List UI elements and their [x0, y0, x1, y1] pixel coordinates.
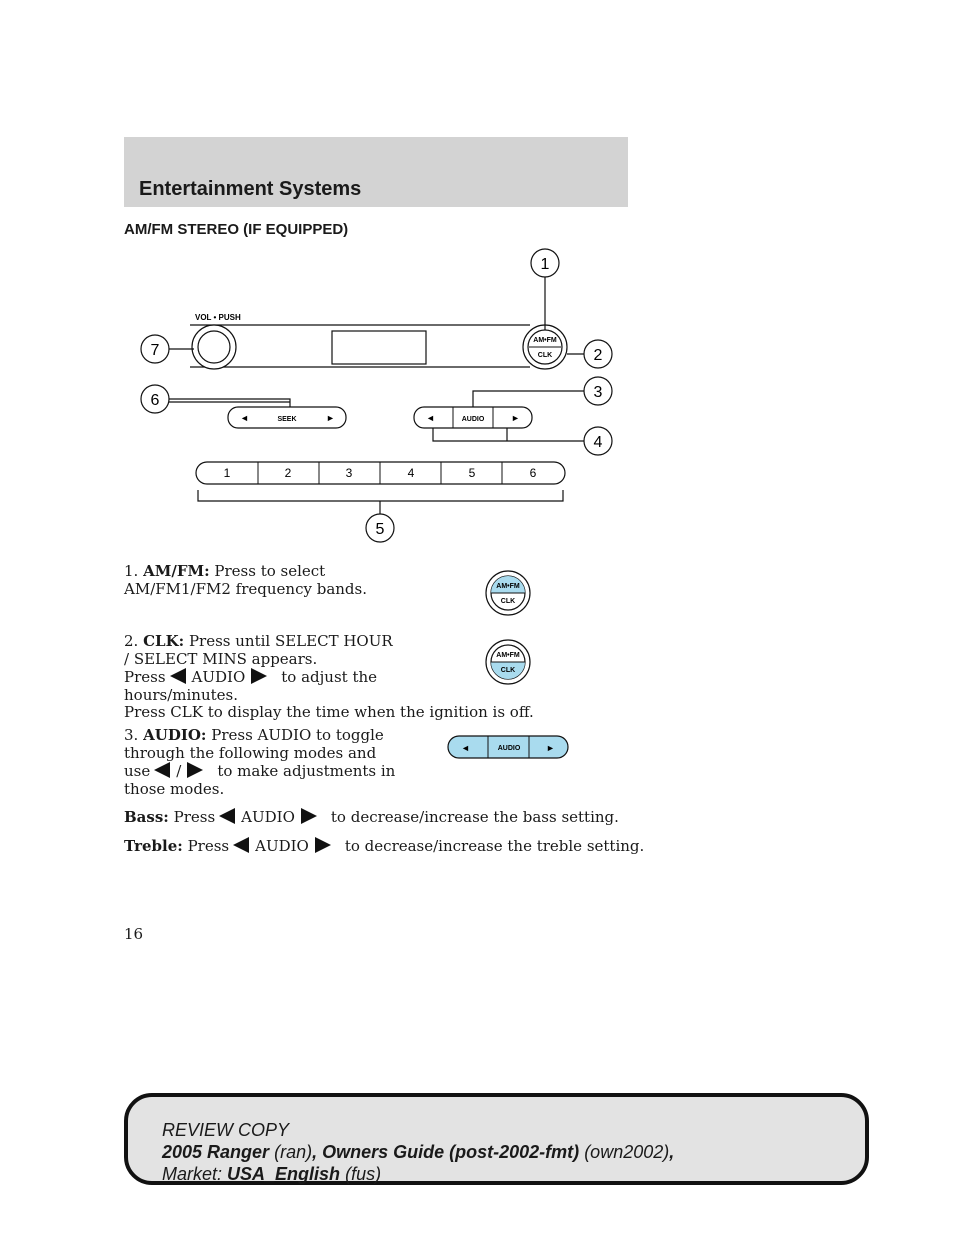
page-title: Entertainment Systems — [139, 178, 362, 200]
preset-2: 2 — [284, 466, 292, 480]
preset-3: 3 — [345, 466, 353, 480]
item-bass: Bass: Press AUDIO to decrease/increase the bass setting. — [124, 808, 619, 826]
item-treble: Treble: Press AUDIO to decrease/increase the treble setting. — [124, 837, 645, 855]
amfm-button-icon — [484, 569, 532, 617]
left-arrow-icon — [154, 762, 170, 778]
volume-knob-inner — [198, 331, 230, 363]
callout-4: 4 — [593, 434, 603, 451]
review-copy-footer — [124, 1093, 869, 1185]
bass-term: Bass: — [124, 808, 169, 826]
seek-left-arrow: ◄ — [240, 413, 249, 423]
amfm-label: AM•FM — [533, 337, 557, 344]
right-arrow-icon — [187, 762, 203, 778]
right-arrow-icon — [251, 668, 267, 684]
left-arrow-icon — [233, 837, 249, 853]
svg-text:CLK: CLK — [500, 667, 516, 674]
clk-label: CLK — [537, 352, 553, 359]
preset-4: 4 — [407, 466, 415, 480]
svg-text:AM•FM: AM•FM — [496, 652, 520, 659]
audio-label: AUDIO — [461, 416, 485, 423]
review-copy-label: REVIEW COPY — [162, 1120, 290, 1140]
right-arrow-icon — [315, 837, 331, 853]
footer-model-line: 2005 Ranger (ran), Owners Guide (post-2002-fmt) (own2002), — [162, 1142, 675, 1162]
clk-button-icon — [484, 638, 532, 686]
preset-5: 5 — [468, 466, 476, 480]
amfm-term: AM/FM: — [143, 562, 210, 580]
item-amfm: 1. AM/FM: Press to select AM/FM1/FM2 frequency bands. — [124, 562, 368, 598]
callout-1: 1 — [540, 256, 550, 273]
callout-2: 2 — [593, 347, 603, 364]
section-title: AM/FM STEREO (IF EQUIPPED) — [124, 221, 349, 238]
seek-label: SEEK — [277, 416, 297, 423]
svg-text:►: ► — [546, 743, 555, 753]
treble-term: Treble: — [124, 837, 183, 855]
seek-right-arrow: ► — [326, 413, 335, 423]
callout-3: 3 — [593, 384, 603, 401]
preset-6: 6 — [529, 466, 537, 480]
svg-text:CLK: CLK — [500, 598, 516, 605]
audio-left-arrow: ◄ — [426, 413, 435, 423]
page-number: 16 — [124, 925, 144, 943]
callout-5: 5 — [375, 521, 385, 538]
svg-text:◄: ◄ — [461, 743, 470, 753]
left-arrow-icon — [219, 808, 235, 824]
audio-right-arrow: ► — [511, 413, 520, 423]
audio-term: AUDIO: — [143, 726, 207, 744]
item-clk: 2. CLK: Press until SELECT HOUR / SELECT MINS appears. Press AUDIO to adjust the hours/minutes. Press CLK to display the time when the ignition is off. — [124, 632, 534, 721]
item-audio: 3. AUDIO: Press AUDIO to toggle through the following modes and use / to make adjustments in those modes. — [124, 726, 396, 798]
left-arrow-icon — [170, 668, 186, 684]
vol-push-label: VOL • PUSH — [195, 313, 241, 322]
right-arrow-icon — [301, 808, 317, 824]
radio-display — [332, 331, 426, 364]
header-band — [124, 137, 628, 207]
preset-1: 1 — [223, 466, 231, 480]
audio-button-icon — [447, 734, 569, 760]
footer-market-line: Market: USA_English (fus) — [162, 1164, 382, 1184]
clk-term: CLK: — [143, 632, 185, 650]
radio-faceplate-diagram — [130, 245, 630, 550]
svg-text:AM•FM: AM•FM — [496, 583, 520, 590]
callout-6: 6 — [150, 392, 160, 409]
callout-7: 7 — [150, 342, 160, 359]
svg-text:AUDIO: AUDIO — [497, 745, 521, 752]
